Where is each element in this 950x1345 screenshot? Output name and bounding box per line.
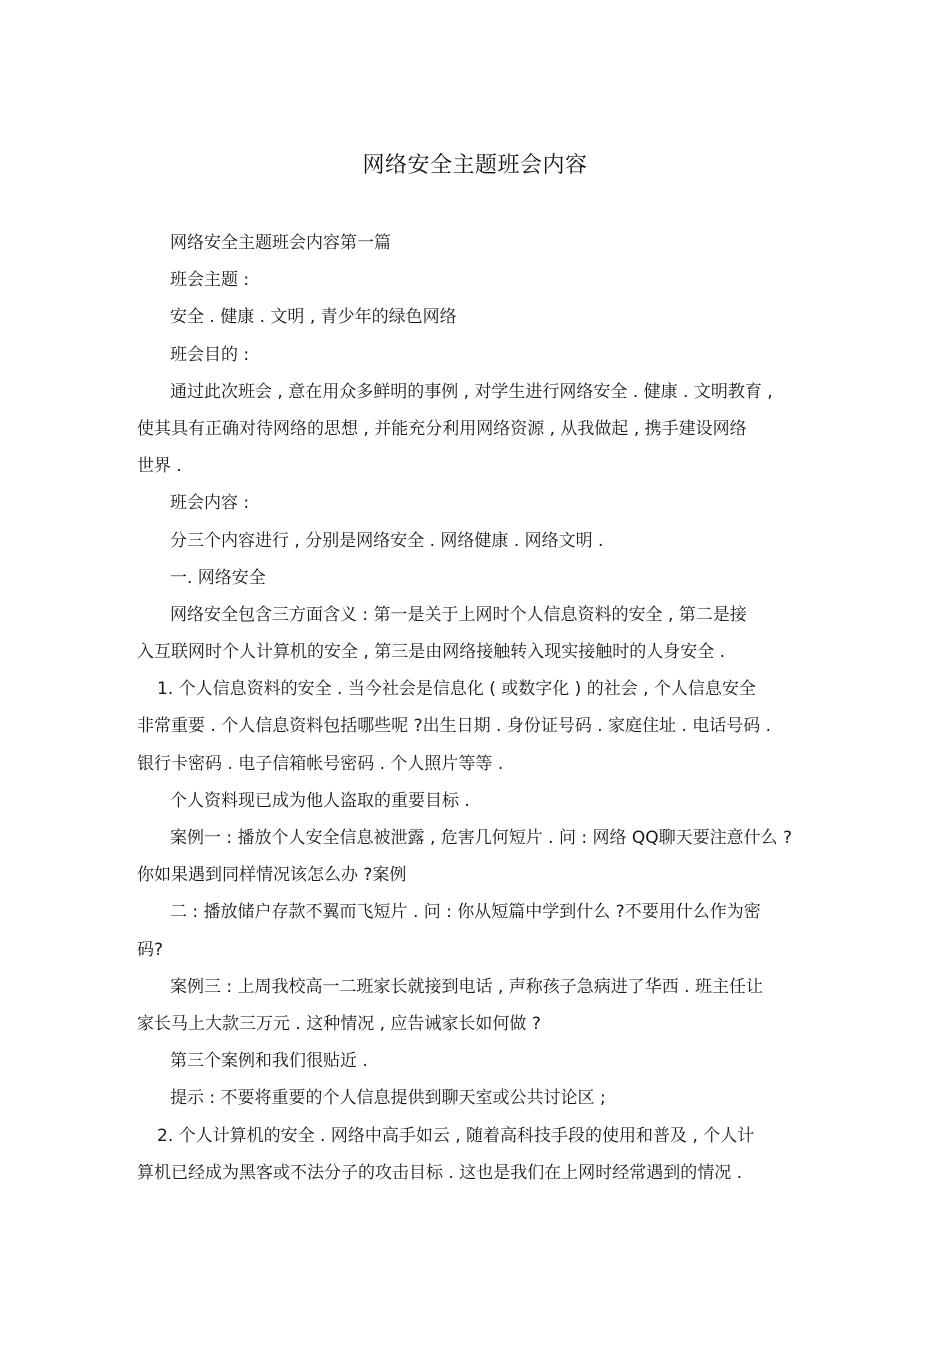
paragraph-line: 网络安全主题班会内容第一篇 [170,233,391,253]
paragraph-line: 世界 . [137,456,182,477]
paragraph-line: 家长马上大款三万元 . 这种情况 , 应告诫家长如何做 ? [137,1013,541,1034]
paragraph-line: 班会内容 : [170,493,250,514]
paragraph-line: 提示 : 不要将重要的个人信息提供到聊天室或公共讨论区 ; [170,1088,606,1109]
paragraph-line: 第三个案例和我们很贴近 . [170,1051,368,1072]
paragraph-line: 案例一 : 播放个人安全信息被泄露 , 危害几何短片 . 问 : 网络 QQ聊天要注意什么 ? [170,828,793,848]
paragraph-line: 网络安全包含三方面含义 : 第一是关于上网时个人信息资料的安全 , 第二是接 [170,604,747,625]
paragraph-line: 班会主题 : [170,270,250,291]
paragraph-line: 二 : 播放储户存款不翼而飞短片 . 问 : 你从短篇中学到什么 ?不要用什么作为密 [170,902,761,923]
document-title: 网络安全主题班会内容 [362,153,588,178]
paragraph-line: 银行卡密码 . 电子信箱帐号密码 . 个人照片等等 . [137,753,504,774]
paragraph-line: 案例三 : 上周我校高一二班家长就接到电话 , 声称孩子急病进了华西 . 班主任让 [170,976,763,997]
paragraph-line: 算机已经成为黑客或不法分子的攻击目标 . 这也是我们在上网时经常遇到的情况 . [137,1162,743,1183]
paragraph-line: 非常重要 . 个人信息资料包括哪些呢 ?出生日期 . 身份证号码 . 家庭住址 . 电话号码 . [137,716,772,737]
paragraph-line: 班会目的 : [170,344,250,365]
paragraph-line: 使其具有正确对待网络的思想 , 并能充分利用网络资源 , 从我做起 , 携手建设网络 [137,418,747,439]
paragraph-line: 码? [137,939,164,960]
paragraph-line: 通过此次班会 , 意在用众多鲜明的事例 , 对学生进行网络安全 . 健康 . 文明教育 , [170,381,773,402]
numbered-item-line: 1. 个人信息资料的安全 . 当今社会是信息化 ( 或数字化 ) 的社会 , 个人信息安全 [157,679,756,700]
paragraph-line: 一. 网络安全 [170,567,266,588]
paragraph-line: 分三个内容进行 , 分别是网络安全 . 网络健康 . 网络文明 . [170,530,604,551]
paragraph-line: 入互联网时个人计算机的安全 , 第三是由网络接触转入现实接触时的人身安全 . [137,642,726,663]
numbered-item-line: 2. 个人计算机的安全 . 网络中高手如云 , 随着高科技手段的使用和普及 , 个人计 [157,1125,755,1146]
paragraph-line: 你如果遇到同样情况该怎么办 ?案例 [137,865,407,886]
document-body [137,230,827,1197]
paragraph-line: 安全 . 健康 . 文明 , 青少年的绿色网络 [170,307,457,328]
paragraph-line: 个人资料现已成为他人盗取的重要目标 . [170,790,470,811]
